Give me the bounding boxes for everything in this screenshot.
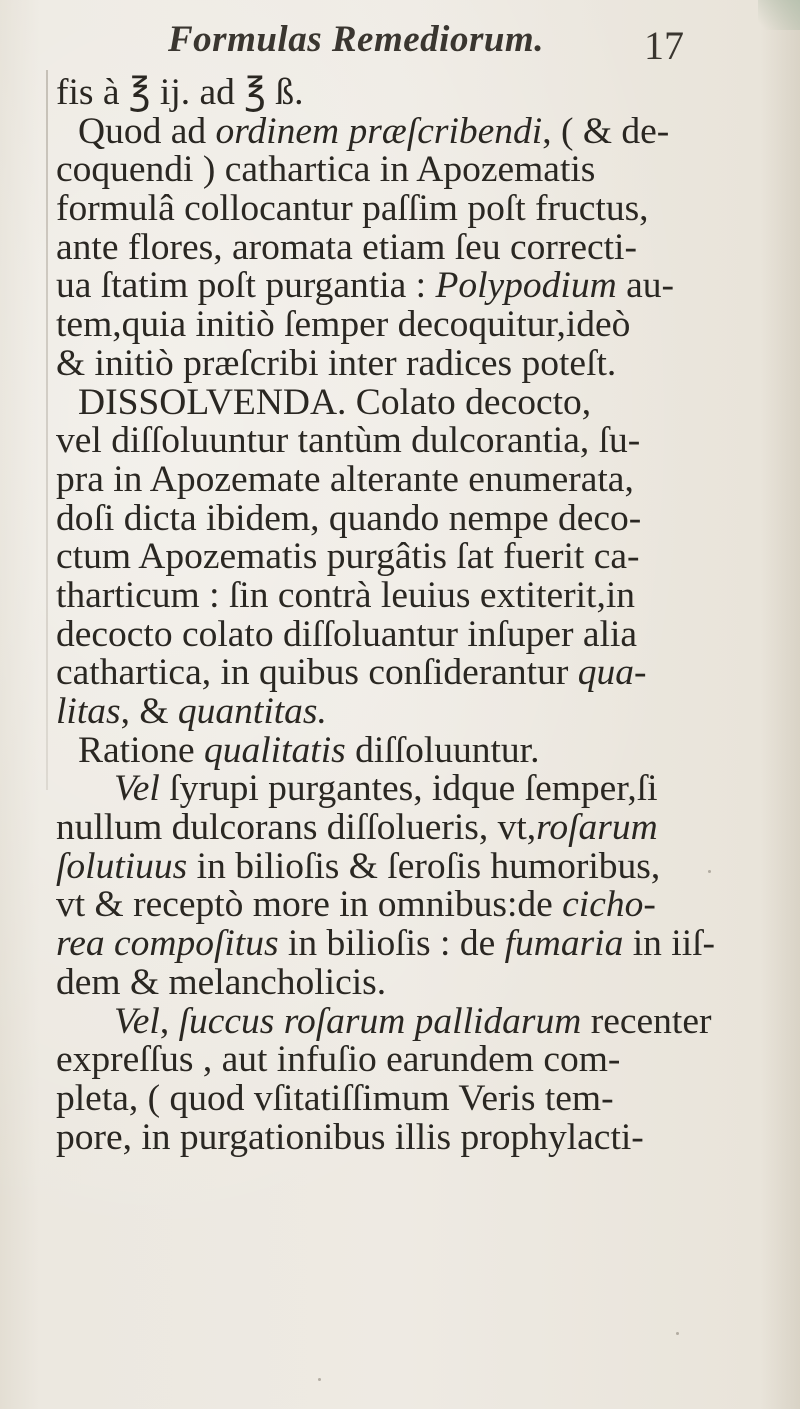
italic-text-segment: litas — [56, 691, 121, 732]
text-segment: recenter — [581, 1000, 712, 1042]
text-line — [56, 654, 762, 693]
text-line — [56, 1116, 762, 1158]
text-segment: pra in Apozemate alterante enumerata, — [56, 458, 634, 500]
text-line — [56, 809, 762, 848]
text-segment: Quod ad — [78, 110, 216, 152]
text-segment: decocto colato diſſoluantur inſuper alia — [56, 613, 638, 655]
body-text — [56, 74, 762, 1157]
text-segment: ua ſtatim poſt purgantia : — [56, 265, 436, 307]
text-line — [56, 693, 762, 732]
text-segment: ſyrupi purgantes, idque ſemper,ſi — [159, 768, 658, 810]
text-segment: diſſoluuntur. — [345, 729, 540, 771]
text-line — [56, 574, 762, 616]
italic-text-segment: Vel — [114, 768, 160, 810]
text-segment: fis à ℥ ij. ad ℥ ß. — [56, 72, 304, 113]
text-segment: Ratione — [78, 729, 205, 771]
italic-text-segment: ſuccus roſarum pallidarum — [178, 1000, 582, 1042]
text-segment: & initiò præſcribi inter radices poteſt. — [56, 342, 617, 384]
italic-text-segment: roſarum — [536, 807, 658, 849]
text-line — [56, 342, 762, 384]
text-line — [56, 886, 762, 925]
text-segment: expreſſus , aut infuſio earundem com- — [56, 1039, 621, 1081]
text-segment: in bilioſis : de — [278, 923, 505, 965]
text-line — [56, 306, 762, 345]
text-segment: au- — [616, 265, 674, 307]
text-line — [56, 381, 762, 423]
text-segment: pore, in purgationibus illis prophylacti- — [56, 1116, 644, 1158]
text-line — [56, 1041, 762, 1080]
text-line — [56, 613, 762, 655]
italic-text-segment: Polypodium — [435, 265, 617, 307]
text-segment: vt & receptò more in omnibus:de — [56, 884, 563, 926]
running-head: Formulas Remediorum. — [168, 19, 544, 60]
text-segment: , ( & de- — [542, 110, 670, 152]
text-line — [56, 458, 762, 500]
text-line — [56, 151, 762, 190]
text-line — [56, 110, 762, 152]
italic-text-segment: rea compoſitus — [56, 923, 279, 965]
text-segment: dem & melancholicis. — [56, 961, 387, 1003]
text-segment: vel diſſoluuntur tantùm dulcorantia, ſu- — [56, 420, 641, 462]
text-line — [56, 729, 762, 771]
text-segment: DISSOLVENDA. Colato decocto, — [78, 381, 592, 423]
text-line — [56, 226, 762, 268]
text-segment: in bilioſis & ſeroſis humoribus, — [187, 845, 661, 887]
paper-speck — [676, 1332, 679, 1335]
text-segment: tem,quia initiò ſemper decoquitur,ideò — [56, 304, 631, 346]
text-segment: coquendi ) cathartica in Apozematis — [56, 149, 596, 191]
paper-speck — [318, 1378, 321, 1381]
text-segment: ante flores, aromata etiam ſeu correcti- — [56, 226, 637, 268]
text-segment: formulâ collocantur paſſim poſt fructus, — [56, 188, 649, 230]
italic-text-segment: ordinem præſcribendi — [215, 110, 543, 152]
text-segment: in iiſ- — [623, 923, 716, 965]
text-line — [56, 497, 762, 539]
text-line — [56, 422, 762, 461]
italic-text-segment: cicho- — [562, 884, 656, 926]
italic-text-segment: qualitatis — [204, 729, 346, 771]
text-line — [56, 74, 762, 113]
text-segment: doſi dicta ibidem, quando nempe deco- — [56, 497, 642, 539]
text-line — [56, 961, 762, 1003]
text-line — [56, 538, 762, 577]
italic-text-segment: Vel — [114, 1000, 160, 1042]
text-segment: , — [159, 1000, 179, 1042]
text-line — [56, 1077, 762, 1119]
text-line — [56, 190, 762, 229]
text-segment: cathartica, in quibus conſiderantur — [56, 652, 578, 694]
text-line — [56, 1000, 762, 1042]
text-line — [56, 770, 762, 809]
paper-speck — [708, 870, 711, 873]
text-line — [56, 925, 762, 964]
italic-text-segment: fumaria — [504, 923, 624, 965]
italic-text-segment: quantitas. — [177, 691, 327, 732]
italic-text-segment: ſolutiuus — [56, 845, 188, 887]
text-line — [56, 845, 762, 887]
binding-shadow — [46, 70, 48, 790]
text-segment: , & — [120, 691, 178, 732]
page-header — [0, 12, 800, 72]
page-number: 17 — [644, 23, 684, 68]
text-segment: nullum dulcorans diſſolueris, vt, — [56, 807, 537, 849]
text-segment: ctum Apozematis purgâtis ſat fuerit ca- — [56, 536, 640, 578]
text-segment: pleta, ( quod vſitatiſſimum Veris tem- — [56, 1077, 614, 1119]
text-line — [56, 267, 762, 306]
text-segment: tharticum : ſin contrà leuius extiterit,in — [56, 574, 636, 616]
italic-text-segment: qua- — [577, 652, 647, 694]
